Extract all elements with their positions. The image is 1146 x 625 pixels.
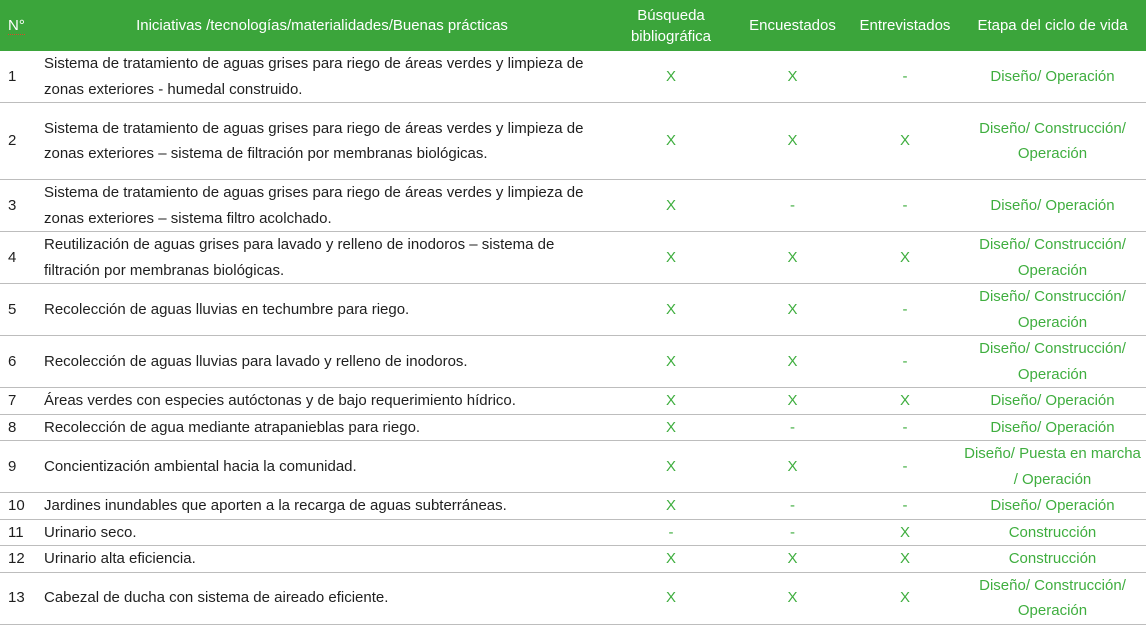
row-surveyed: - bbox=[734, 180, 851, 232]
table-row bbox=[0, 180, 1146, 232]
row-bibliographic: X bbox=[608, 180, 734, 232]
row-surveyed: X bbox=[734, 336, 851, 388]
row-lifecycle: Construcción bbox=[959, 546, 1146, 573]
row-bibliographic: X bbox=[608, 336, 734, 388]
row-lifecycle: Diseño/ Puesta en marcha / Operación bbox=[959, 441, 1146, 493]
row-lifecycle: Diseño/ Construcción/ Operación bbox=[959, 284, 1146, 336]
row-interviewed: X bbox=[851, 519, 959, 546]
row-number: 12 bbox=[0, 546, 36, 573]
table-row bbox=[0, 546, 1146, 573]
row-surveyed: X bbox=[734, 572, 851, 624]
header-surveyed: Encuestados bbox=[734, 0, 851, 51]
row-interviewed: - bbox=[851, 180, 959, 232]
row-number: 9 bbox=[0, 441, 36, 493]
table-row bbox=[0, 232, 1146, 284]
row-interviewed: - bbox=[851, 284, 959, 336]
row-lifecycle: Diseño/ Construcción/ Operación bbox=[959, 232, 1146, 284]
row-interviewed: - bbox=[851, 414, 959, 441]
table-row bbox=[0, 493, 1146, 520]
header-bibliographic: Búsqueda bibliográfica bbox=[608, 0, 734, 51]
row-number: 7 bbox=[0, 388, 36, 415]
row-lifecycle: Diseño/ Operación bbox=[959, 493, 1146, 520]
row-interviewed: - bbox=[851, 51, 959, 103]
table-row bbox=[0, 336, 1146, 388]
row-interviewed: X bbox=[851, 546, 959, 573]
row-number: 3 bbox=[0, 180, 36, 232]
row-number: 8 bbox=[0, 414, 36, 441]
row-initiative: Recolección de aguas lluvias para lavado y relleno de inodoros. bbox=[36, 336, 608, 388]
row-lifecycle: Diseño/ Construcción/ Operación bbox=[959, 572, 1146, 624]
row-bibliographic: X bbox=[608, 388, 734, 415]
row-number: 2 bbox=[0, 103, 36, 180]
row-initiative: Urinario alta eficiencia. bbox=[36, 546, 608, 573]
row-initiative: Áreas verdes con especies autóctonas y de bajo requerimiento hídrico. bbox=[36, 388, 608, 415]
table-row bbox=[0, 51, 1146, 103]
row-initiative: Jardines inundables que aporten a la recarga de aguas subterráneas. bbox=[36, 493, 608, 520]
header-interviewed: Entrevistados bbox=[851, 0, 959, 51]
header-lifecycle: Etapa del ciclo de vida bbox=[959, 0, 1146, 51]
row-initiative: Urinario seco. bbox=[36, 519, 608, 546]
row-surveyed: X bbox=[734, 103, 851, 180]
row-surveyed: X bbox=[734, 388, 851, 415]
row-number: 11 bbox=[0, 519, 36, 546]
table-row bbox=[0, 572, 1146, 624]
row-bibliographic: - bbox=[608, 519, 734, 546]
row-number: 10 bbox=[0, 493, 36, 520]
header-num bbox=[0, 0, 36, 51]
row-interviewed: X bbox=[851, 572, 959, 624]
row-lifecycle: Diseño/ Operación bbox=[959, 51, 1146, 103]
row-initiative: Recolección de aguas lluvias en techumbre para riego. bbox=[36, 284, 608, 336]
row-initiative: Sistema de tratamiento de aguas grises para riego de áreas verdes y limpieza de zonas exteriores – sistema de filtración por membranas biológicas. bbox=[36, 103, 608, 180]
table-row bbox=[0, 519, 1146, 546]
row-surveyed: X bbox=[734, 441, 851, 493]
row-initiative: Recolección de agua mediante atrapanieblas para riego. bbox=[36, 414, 608, 441]
row-lifecycle: Diseño/ Operación bbox=[959, 414, 1146, 441]
row-number: 6 bbox=[0, 336, 36, 388]
row-surveyed: X bbox=[734, 232, 851, 284]
row-number: 1 bbox=[0, 51, 36, 103]
row-bibliographic: X bbox=[608, 284, 734, 336]
table-row bbox=[0, 388, 1146, 415]
row-surveyed: - bbox=[734, 493, 851, 520]
row-initiative: Concientización ambiental hacia la comunidad. bbox=[36, 441, 608, 493]
row-bibliographic: X bbox=[608, 232, 734, 284]
row-interviewed: X bbox=[851, 388, 959, 415]
row-surveyed: X bbox=[734, 284, 851, 336]
row-surveyed: - bbox=[734, 519, 851, 546]
row-surveyed: - bbox=[734, 414, 851, 441]
row-initiative: Sistema de tratamiento de aguas grises para riego de áreas verdes y limpieza de zonas exteriores – sistema filtro acolchado. bbox=[36, 180, 608, 232]
row-bibliographic: X bbox=[608, 441, 734, 493]
row-initiative: Reutilización de aguas grises para lavado y relleno de inodoros – sistema de filtración por membranas biológicas. bbox=[36, 232, 608, 284]
table-body bbox=[0, 51, 1146, 624]
row-interviewed: - bbox=[851, 493, 959, 520]
row-bibliographic: X bbox=[608, 414, 734, 441]
header-num-label: N° bbox=[8, 17, 25, 34]
row-lifecycle: Construcción bbox=[959, 519, 1146, 546]
row-surveyed: X bbox=[734, 546, 851, 573]
row-surveyed: X bbox=[734, 51, 851, 103]
row-bibliographic: X bbox=[608, 51, 734, 103]
header-initiatives: Iniciativas /tecnologías/materialidades/Buenas prácticas bbox=[36, 0, 608, 51]
row-lifecycle: Diseño/ Operación bbox=[959, 388, 1146, 415]
row-bibliographic: X bbox=[608, 103, 734, 180]
table-row bbox=[0, 441, 1146, 493]
table-header bbox=[0, 0, 1146, 51]
row-interviewed: - bbox=[851, 336, 959, 388]
row-bibliographic: X bbox=[608, 493, 734, 520]
row-number: 13 bbox=[0, 572, 36, 624]
row-interviewed: X bbox=[851, 103, 959, 180]
row-initiative: Cabezal de ducha con sistema de aireado eficiente. bbox=[36, 572, 608, 624]
row-bibliographic: X bbox=[608, 546, 734, 573]
row-interviewed: X bbox=[851, 232, 959, 284]
row-bibliographic: X bbox=[608, 572, 734, 624]
table-row bbox=[0, 414, 1146, 441]
row-interviewed: - bbox=[851, 441, 959, 493]
row-lifecycle: Diseño/ Construcción/ Operación bbox=[959, 336, 1146, 388]
row-lifecycle: Diseño/ Construcción/ Operación bbox=[959, 103, 1146, 180]
row-lifecycle: Diseño/ Operación bbox=[959, 180, 1146, 232]
row-initiative: Sistema de tratamiento de aguas grises para riego de áreas verdes y limpieza de zonas exteriores - humedal construido. bbox=[36, 51, 608, 103]
table-row bbox=[0, 103, 1146, 180]
row-number: 4 bbox=[0, 232, 36, 284]
row-number: 5 bbox=[0, 284, 36, 336]
table-row bbox=[0, 284, 1146, 336]
